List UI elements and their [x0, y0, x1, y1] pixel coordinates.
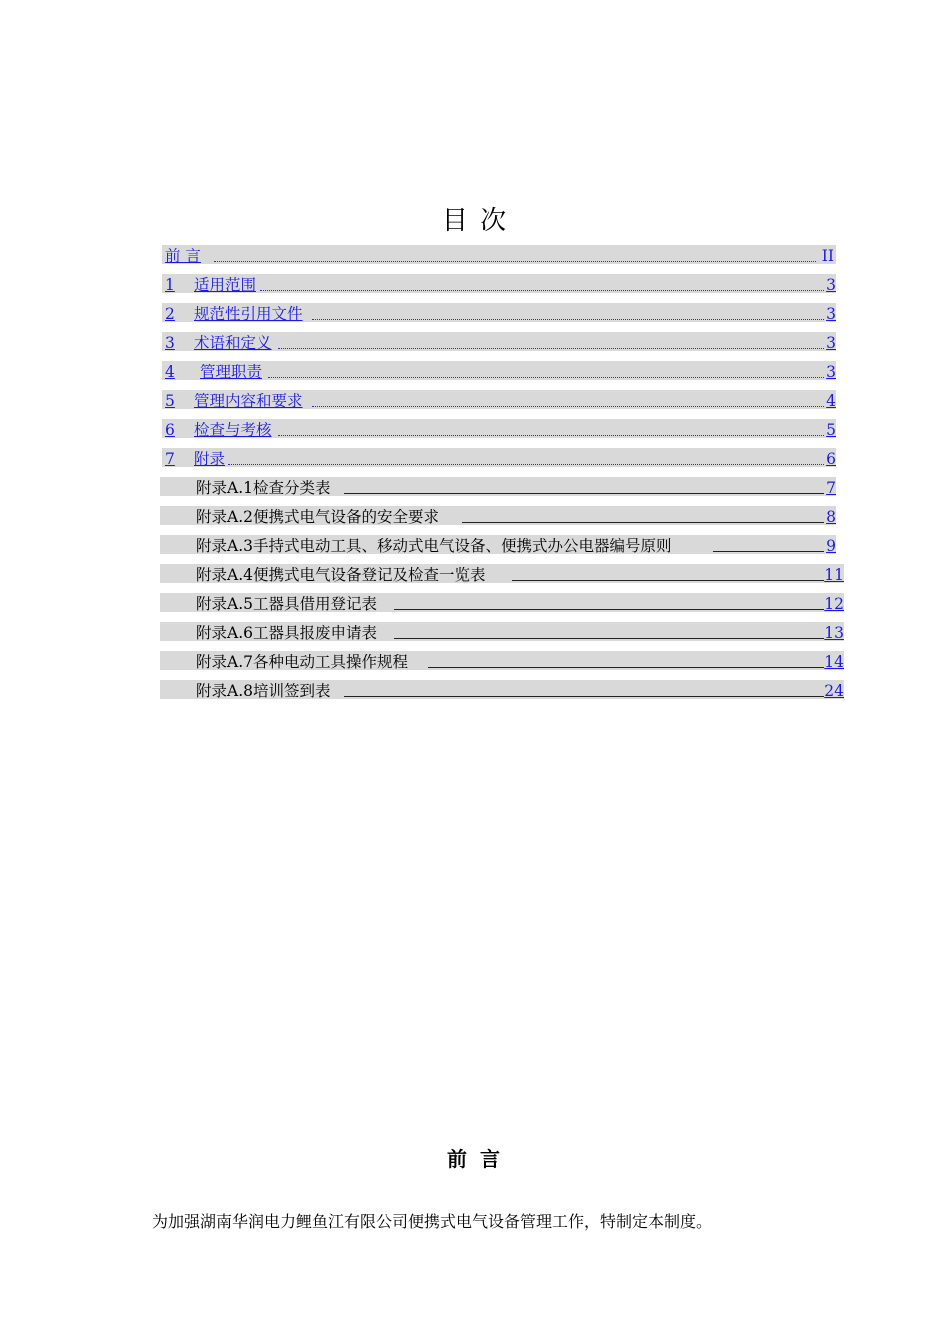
- toc-entry-label[interactable]: 规范性引用文件: [194, 305, 303, 323]
- toc-subentry-a2[interactable]: [160, 506, 836, 525]
- toc-leader: [394, 638, 824, 639]
- toc-page-number[interactable]: 3: [826, 305, 836, 323]
- toc-entry-label: 附录A.5工器具借用登记表: [196, 595, 377, 613]
- toc-entry-number[interactable]: 6: [165, 421, 175, 439]
- toc-page-number[interactable]: 8: [826, 508, 836, 526]
- toc-page-number[interactable]: 14: [824, 653, 844, 671]
- toc-entry-label: 附录A.1检查分类表: [196, 479, 331, 497]
- toc-entry-label[interactable]: 管理职责: [200, 363, 263, 381]
- toc-subentry-a8[interactable]: [160, 680, 844, 699]
- toc-page-number[interactable]: 3: [826, 363, 836, 381]
- toc-page-number[interactable]: 11: [824, 566, 844, 584]
- toc-entry-number[interactable]: 2: [165, 305, 175, 323]
- toc-entry-3[interactable]: [162, 332, 836, 351]
- toc-page-number[interactable]: 5: [826, 421, 836, 439]
- toc-entry-number[interactable]: 3: [165, 334, 175, 352]
- toc-entry-1[interactable]: [162, 274, 836, 293]
- toc-entry-number[interactable]: 4: [165, 363, 175, 381]
- toc-leader: [344, 696, 824, 697]
- toc-leader: [713, 551, 824, 552]
- toc-entry-label: 附录A.8培训签到表: [196, 682, 331, 700]
- toc-entry-label: 附录A.3手持式电动工具、移动式电气设备、便携式办公电器编号原则: [196, 537, 672, 555]
- toc-entry-number[interactable]: 7: [165, 450, 175, 468]
- toc-subentry-a4[interactable]: [160, 564, 844, 583]
- toc-entry-label: 附录A.6工器具报废申请表: [196, 624, 377, 642]
- toc-entry-label[interactable]: 前 言: [165, 247, 201, 265]
- toc-leader: [394, 609, 824, 610]
- toc-page-number[interactable]: 3: [826, 334, 836, 352]
- toc-entry-label[interactable]: 检查与考核: [194, 421, 272, 439]
- toc-title: 目 次: [441, 206, 509, 236]
- toc-subentry-a1[interactable]: [160, 477, 836, 496]
- toc-leader: [512, 580, 824, 581]
- toc-subentry-a6[interactable]: [160, 622, 844, 641]
- toc-entry-label[interactable]: 附录: [194, 450, 226, 468]
- toc-page-number[interactable]: 13: [824, 624, 844, 642]
- toc-page-number[interactable]: 9: [826, 537, 836, 555]
- toc-subentry-a7[interactable]: [160, 651, 844, 670]
- toc-page-number[interactable]: II: [821, 247, 834, 265]
- toc-leader: [278, 435, 824, 436]
- toc-entry-6[interactable]: [162, 419, 836, 438]
- toc-page-number[interactable]: 4: [826, 392, 836, 410]
- toc-entry-5[interactable]: [162, 390, 836, 409]
- toc-page-number[interactable]: 24: [824, 682, 844, 700]
- toc-entry-7[interactable]: [162, 448, 836, 467]
- toc-entry-label: 附录A.4便携式电气设备登记及检查一览表: [196, 566, 486, 584]
- toc-entry-label[interactable]: 术语和定义: [194, 334, 272, 352]
- toc-leader: [312, 406, 824, 407]
- toc-entry-foreword[interactable]: [162, 245, 836, 264]
- toc-entry-label[interactable]: 管理内容和要求: [194, 392, 303, 410]
- toc-page-number[interactable]: 6: [826, 450, 836, 468]
- toc-entry-label: 附录A.2便携式电气设备的安全要求: [196, 508, 439, 526]
- toc-subentry-a5[interactable]: [160, 593, 844, 612]
- toc-entry-number[interactable]: 1: [165, 276, 175, 294]
- toc-page-number[interactable]: 3: [826, 276, 836, 294]
- toc-entry-label[interactable]: 适用范围: [194, 276, 257, 294]
- toc-leader: [228, 464, 824, 465]
- toc-subentry-a3[interactable]: [160, 535, 836, 554]
- toc-page-number[interactable]: 7: [826, 479, 836, 497]
- toc-entry-number[interactable]: 5: [165, 392, 175, 410]
- toc-leader: [344, 493, 824, 494]
- toc-leader: [214, 261, 816, 262]
- toc-entry-2[interactable]: [162, 303, 836, 322]
- toc-entry-4[interactable]: [162, 361, 836, 380]
- toc-entry-label: 附录A.7各种电动工具操作规程: [196, 653, 408, 671]
- foreword-body: 为加强湖南华润电力鲤鱼江有限公司便携式电气设备管理工作，特制定本制度。: [152, 1212, 713, 1231]
- toc-leader: [462, 522, 824, 523]
- toc-leader: [268, 377, 824, 378]
- toc-leader: [312, 319, 824, 320]
- toc-leader: [260, 290, 824, 291]
- toc-leader: [428, 667, 824, 668]
- toc-page-number[interactable]: 12: [824, 595, 844, 613]
- foreword-title: 前 言: [447, 1147, 503, 1171]
- toc-leader: [278, 348, 824, 349]
